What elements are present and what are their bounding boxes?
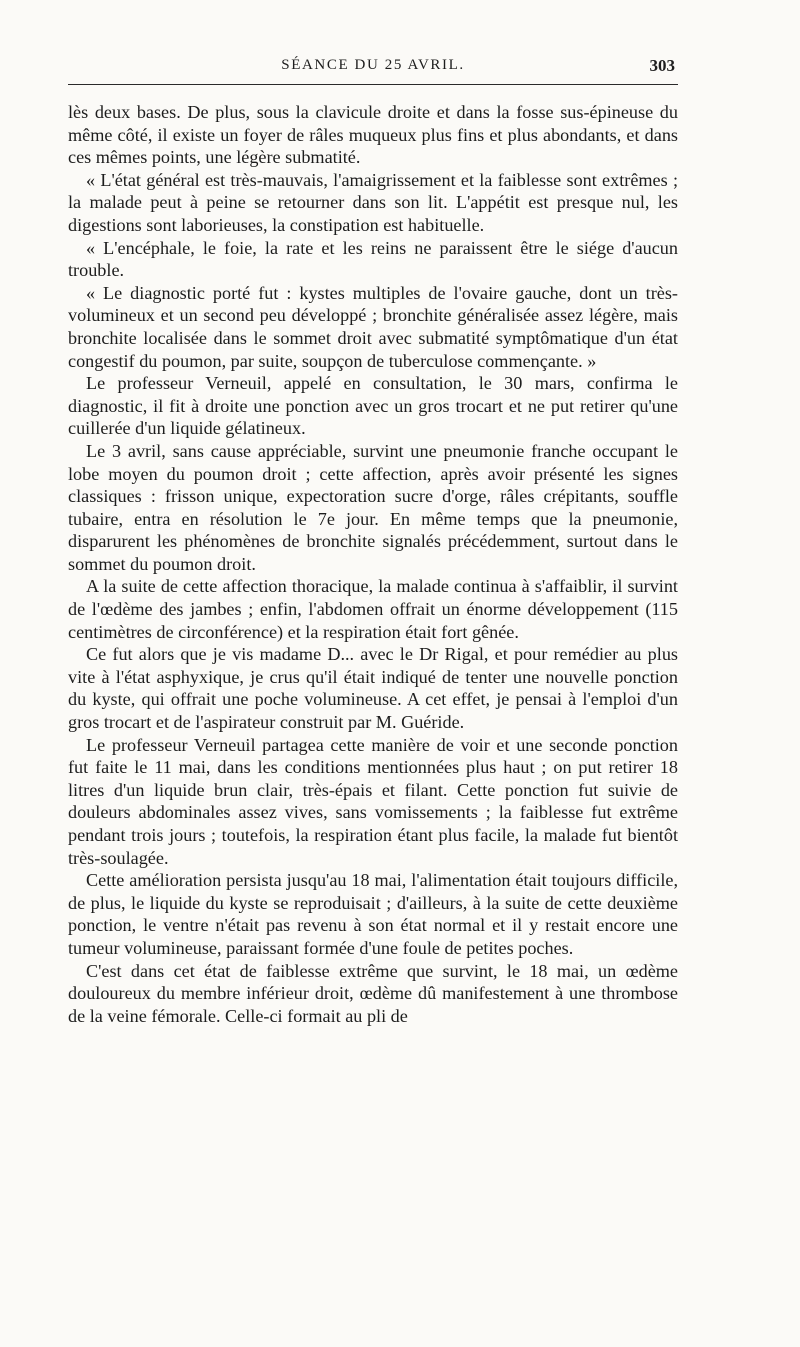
paragraph-2: « L'état général est très-mauvais, l'amaigrissement et la faiblesse sont extrêmes ; la malade peut à peine se retourner dans son lit. L'appétit est presque nul, les digestions sont laborieuses, la constipation est habituelle. [68,169,678,235]
paragraph-11: C'est dans cet état de faiblesse extrême que survint, le 18 mai, un œdème douloureux du membre inférieur droit, œdème dû manifestement à une thrombose de la veine fémorale. Celle-ci formait au pli de [68,960,678,1026]
page-number: 303 [649,56,675,75]
paragraph-7: A la suite de cette affection thoracique, la malade continua à s'affaiblir, il survint de l'œdème des jambes ; enfin, l'abdomen offrait un énorme développement (115 centimètres de circonférence) et la respiration était fort gênée. [68,576,678,642]
paragraph-10: Cette amélioration persista jusqu'au 18 mai, l'alimentation était toujours difficile, de plus, le liquide du kyste se reproduisait ; d'ailleurs, à la suite de cette deuxième ponction, le ventre n'était pas revenu à son état normal et il y restait encore une tumeur volumineuse, paraissant formée d'une foule de petites poches. [68,870,678,958]
paragraph-1: lès deux bases. De plus, sous la clavicule droite et dans la fosse sus-épineuse du même côté, il existe un foyer de râles muqueux plus fins et plus abondants, et dans ces mêmes points, une légère submatité. [68,102,678,168]
page-header [68,56,678,85]
paragraph-9: Le professeur Verneuil partagea cette manière de voir et une seconde ponction fut faite le 11 mai, dans les conditions mentionnées plus haut ; on put retirer 18 litres d'un liquide brun clair, très-épais et filant. Cette ponction fut suivie de douleurs abdominales assez vives, sans vomissements ; la faiblesse fut extrême pendant trois jours ; toutefois, la respiration étant plus facile, la malade fut bientôt très-soulagée. [68,734,678,868]
paragraph-6: Le 3 avril, sans cause appréciable, survint une pneumonie franche occupant le lobe moyen du poumon droit ; cette affection, après avoir présenté les signes classiques : frisson unique, expectoration sucre d'orge, râles crépitants, souffle tubaire, entra en résolution le 7e jour. En même temps que la pneumonie, disparurent les phénomènes de bronchite signalés précédemment, surtout dans le sommet du poumon droit. [68,440,678,574]
running-title: SÉANCE DU 25 AVRIL. [281,57,465,73]
body-text [68,101,678,1027]
paragraph-8: Ce fut alors que je vis madame D... avec le Dr Rigal, et pour remédier au plus vite à l'état asphyxique, je crus qu'il était indiqué de tenter une nouvelle ponction du kyste, qui offrait une poche volumineuse. A cet effet, je pensai à l'emploi d'un gros trocart et de l'aspirateur construit par M. Guéride. [68,644,678,733]
paragraph-5: Le professeur Verneuil, appelé en consultation, le 30 mars, confirma le diagnostic, il fit à droite une ponction avec un gros trocart et ne put retirer qu'une cuillerée d'un liquide gélatineux. [68,373,678,439]
paragraph-4: « Le diagnostic porté fut : kystes multiples de l'ovaire gauche, dont un très-volumineux et un second peu développé ; bronchite généralisée assez légère, mais bronchite localisée dans le sommet droit avec submatité symptômatique d'un état congestif du poumon, par suite, soupçon de tuberculose commençante. » [68,282,678,371]
paragraph-3: « L'encéphale, le foie, la rate et les reins ne paraissent être le siége d'aucun trouble. [68,237,678,281]
